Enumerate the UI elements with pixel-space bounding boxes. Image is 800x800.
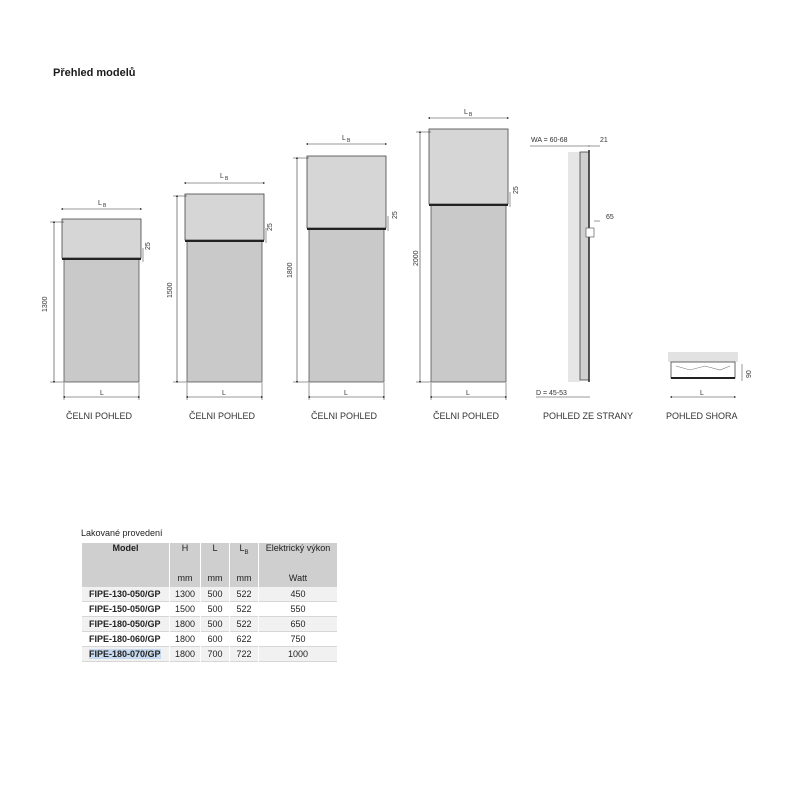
cell-lb: 522 [230,587,258,602]
svg-text:L: L [464,109,468,116]
cell-power: 450 [259,587,337,602]
cell-l: 700 [201,647,229,662]
cell-lb: 622 [230,632,258,647]
l-label: L [100,390,104,397]
cell-model: FIPE-180-050/GP [82,617,169,632]
top-depth-label: 90 [746,370,753,378]
table-row [82,617,337,632]
radiator-1300-front [42,200,152,421]
svg-text:L: L [466,390,470,397]
svg-text:B: B [347,138,351,144]
height-label-1500: 1500 [167,282,174,298]
view-label-front-4: ČELNI POHLED [433,411,500,421]
cell-h: 1800 [170,647,200,662]
cell-model: FIPE-180-070/GP [82,647,169,662]
cell-power: 750 [259,632,337,647]
svg-text:L: L [700,390,704,397]
wa-label: WA = 60-68 [531,137,568,144]
table-row [82,632,337,647]
header-model: Model [82,543,169,573]
cell-l: 500 [201,587,229,602]
radiator-1500-front [167,173,274,421]
radiator-side-view [530,137,633,421]
header-h: H [170,543,200,573]
svg-text:25: 25 [267,223,274,231]
unit-h: mm [170,573,200,587]
side-bracket-label: 65 [606,214,614,221]
cell-lb: 522 [230,617,258,632]
gap-label: 25 [145,242,152,250]
svg-text:L: L [220,173,224,180]
svg-text:B: B [225,176,229,182]
cell-model: FIPE-130-050/GP [82,587,169,602]
view-label-side: POHLED ZE STRANY [543,411,634,421]
table-row [82,587,337,602]
radiator-2000-front [413,109,520,421]
cell-l: 600 [201,632,229,647]
svg-text:B: B [103,203,107,209]
view-label-front-1: ČELNI POHLED [66,411,133,421]
cell-lb: 522 [230,602,258,617]
page-title: Přehled modelů [53,67,136,79]
unit-l: mm [201,573,229,587]
svg-text:25: 25 [513,186,520,194]
cell-power: 1000 [259,647,337,662]
svg-text:B: B [469,112,473,118]
side-width-label: 21 [600,137,608,144]
svg-text:L: L [222,390,226,397]
header-lb: $L_B$ [230,543,258,573]
cell-h: 1300 [170,587,200,602]
cell-model: FIPE-150-050/GP [82,602,169,617]
height-label-1800: 1800 [287,262,294,278]
svg-text:L: L [342,135,346,142]
unit-power: Watt [259,573,337,587]
view-label-top: POHLED SHORA [666,411,738,421]
svg-text:L: L [344,390,348,397]
height-label-1300: 1300 [42,296,49,312]
svg-text:25: 25 [392,211,399,219]
view-label-front-2: ČELNI POHLED [189,411,256,421]
header-l: L [201,543,229,573]
cell-h: 1500 [170,602,200,617]
header-model-unit [82,573,169,587]
radiator-top-view [666,352,753,421]
cell-h: 1800 [170,617,200,632]
lb-label: L [98,200,102,207]
table-row [82,602,337,617]
unit-lb: mm [230,573,258,587]
radiator-1800-front [287,135,399,421]
table-row-selected [82,647,337,662]
cell-l: 500 [201,602,229,617]
cell-l: 500 [201,617,229,632]
d-label: D = 45-53 [536,390,567,397]
cell-lb: 722 [230,647,258,662]
cell-power: 650 [259,617,337,632]
models-table [81,543,338,662]
cell-power: 550 [259,602,337,617]
header-power: Elektrický výkon [259,543,337,573]
view-label-front-3: ČELNI POHLED [311,411,378,421]
height-label-2000: 2000 [413,250,420,266]
cell-model: FIPE-180-060/GP [82,632,169,647]
cell-h: 1800 [170,632,200,647]
table-caption: Lakované provedení [81,528,163,538]
